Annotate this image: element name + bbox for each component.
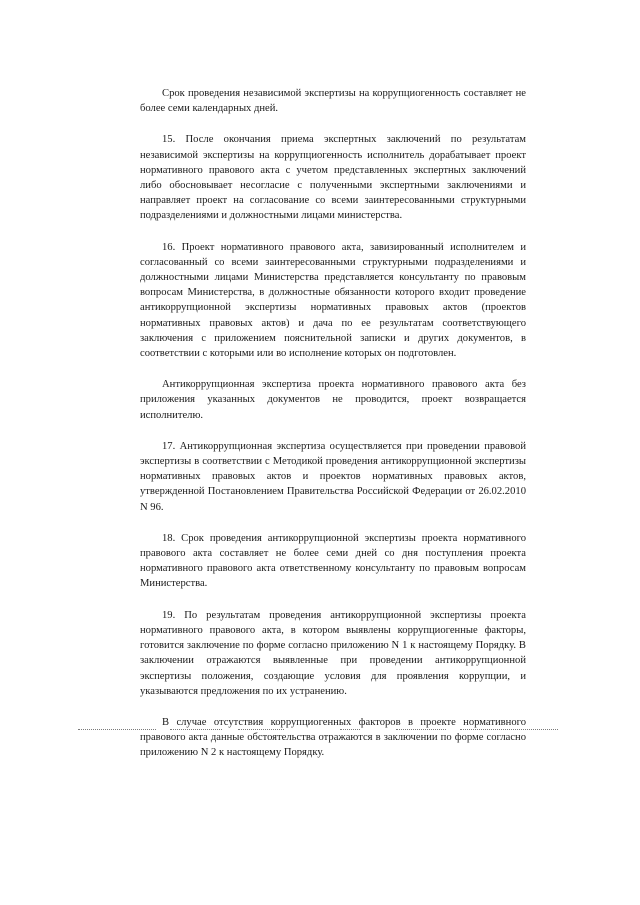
paragraph-15: 15. После окончания приема экспертных заключений по результатам независимой экспертизы на коррупциогенность исполнитель дорабатывает проект нормативного правового акта с учетом представленных экспертных заключений либо обосновывает несогласие с полученными экспертными заключениями и направляет проект на согласование со всеми заинтересованными структурными подразделениями и должностными лицами министерства. (140, 134, 526, 222)
paragraph-17: 17. Антикоррупционная экспертиза осуществляется при проведении правовой экспертизы в соответствии с Методикой проведения антикоррупционной экспертизы нормативных правовых актов и проектов нормативных правовых актов, утвержденной Постановлением Правительства Российской Федерации от 26.02.2010 N 96. (140, 440, 526, 513)
paragraph-16: 16. Проект нормативного правового акта, завизированный исполнителем и согласованный со всеми заинтересованными структурными подразделениями и должностными лицами Министерства представляется консультанту по правовым вопросам Министерства, в должностные обязанности которого входит проведение антикоррупционной экспертизы нормативных правовых актов (проектов нормативных правовых актов) и дача по ее результатам соответствующего заключения с приложением пояснительной записки и других документов, в соответствии с которыми или во исполнение которых он подготовлен. (140, 241, 526, 360)
document-page (140, 86, 526, 777)
paragraph-18: 18. Срок проведения антикоррупционной экспертизы проекта нормативного правового акта составляет не более семи дней со дня поступления проекта нормативного правового акта ответственному консультанту по правовым вопросам Министерства. (140, 532, 526, 590)
page-footer-dotted-line (78, 728, 558, 732)
paragraph-19: 19. По результатам проведения антикоррупционной экспертизы проекта нормативного правового акта, в котором выявлены коррупциогенные факторы, готовится заключение по форме согласно приложению N 1 к настоящему Порядку. В заключении отражаются выявленные при проведении антикоррупционной экспертизы положения, создающие условия для проявления коррупции, и указываются предложения по их устранению. (140, 609, 526, 697)
paragraph-anticorruption-note: Антикоррупционная экспертиза проекта нормативного правового акта без приложения указанных документов не проводится, проект возвращается исполнителю. (140, 379, 526, 421)
paragraph-term: Срок проведения независимой экспертизы на коррупциогенность составляет не более семи календарных дней. (140, 88, 526, 115)
paragraph-no-factors: В случае отсутствия коррупциогенных факторов в проекте нормативного правового акта данные обстоятельства отражаются в заключении по форме согласно приложению N 2 к настоящему Порядку. (140, 716, 526, 759)
